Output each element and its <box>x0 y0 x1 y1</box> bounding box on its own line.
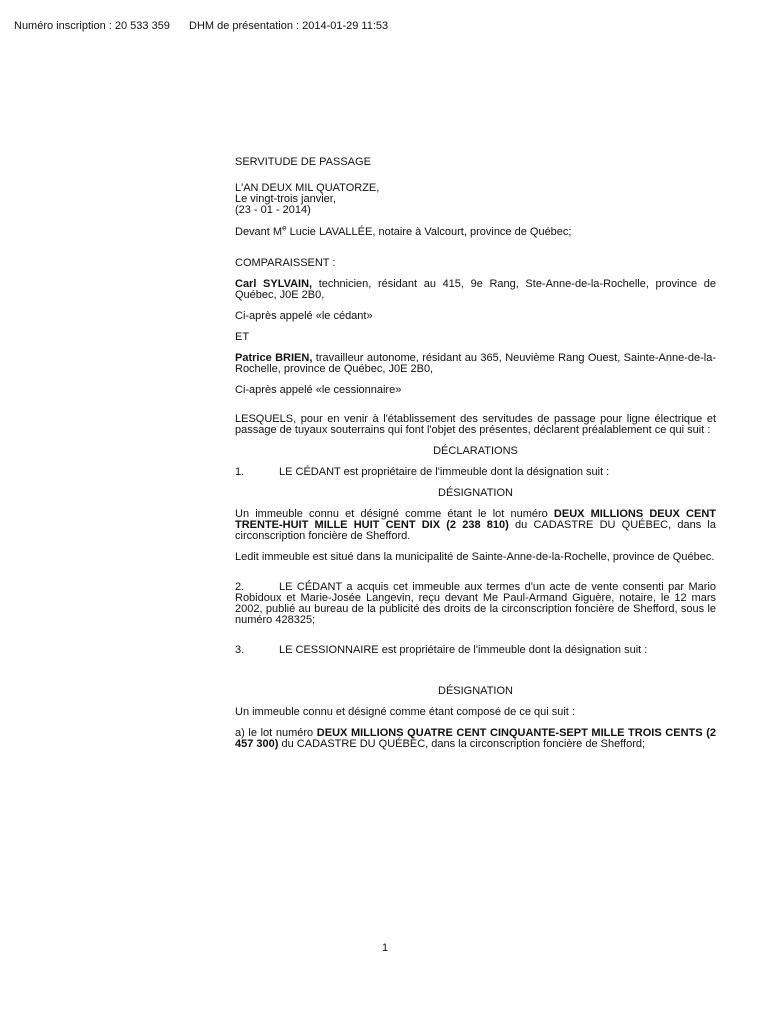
designation-heading-1: DÉSIGNATION <box>438 487 513 499</box>
section-3-text: LE CESSIONNAIRE est propriétaire de l'immeuble dont la désignation suit : <box>279 644 648 656</box>
property-2-lot: DEUX MILLIONS QUATRE CENT CINQUANTE-SEPT MILLE TROIS CENTS (2 457 300) <box>235 727 716 750</box>
presentation-datetime: DHM de présentation : 2014-01-29 11:53 <box>189 20 389 32</box>
declarations-heading: DÉCLARATIONS <box>433 445 518 457</box>
party-2-name: Patrice BRIEN, <box>235 352 313 364</box>
appear-heading: COMPARAISSENT : <box>235 257 336 269</box>
date-line-3: (23 - 01 - 2014) <box>235 204 311 216</box>
registration-number: Numéro inscription : 20 533 359 <box>14 20 170 32</box>
property-1-lot: DEUX MILLIONS DEUX CENT TRENTE-HUIT MILLE HUIT CENT DIX (2 238 810) <box>235 508 716 531</box>
party-1 <box>235 279 716 301</box>
section-1-number: 1. <box>235 466 245 478</box>
party-2 <box>235 353 716 375</box>
property-2-lot-a <box>235 728 716 750</box>
whereas-paragraph: LESQUELS, pour en venir à l'établissement des servitudes de passage pour ligne électrique et passage de tuyaux souterrains qui font l'objet des présentes, déclarent préalablement ce qui suit : <box>235 413 716 436</box>
notary-prefix: Devant M <box>235 226 283 238</box>
deed-body <box>235 157 716 750</box>
party-1-designation: Ci-après appelé «le cédant» <box>235 310 373 322</box>
section-1 <box>235 467 716 478</box>
property-1-prefix: Un immeuble connu et désigné comme étant le lot numéro <box>235 508 554 520</box>
property-1-location: Ledit immeuble est situé dans la municipalité de Sainte-Anne-de-la-Rochelle, province de Québec. <box>235 551 715 563</box>
section-3 <box>235 645 716 656</box>
property-2-prefix: a) le lot numéro <box>235 727 317 739</box>
page-number: 1 <box>381 942 389 954</box>
property-2-intro: Un immeuble connu et désigné comme étant composé de ce qui suit : <box>235 706 575 718</box>
notary-text: Lucie LAVALLÉE, notaire à Valcourt, province de Québec; <box>286 226 572 238</box>
property-1-description <box>235 509 716 542</box>
section-2-text: LE CÉDANT a acquis cet immeuble aux termes d'un acte de vente consenti par Mario Robidoux et Marie-Josée Langevin, reçu devant Me Paul-Armand Giguère, notaire, le 12 mars 2002, publié au bureau de la publicité des droits de la circonscription foncière de Shefford, sous le numéro 428325; <box>235 581 716 626</box>
registration-header <box>14 20 404 32</box>
party-1-text: technicien, résidant au 415, 9e Rang, Ste-Anne-de-la-Rochelle, province de Québec, J0E 2B0, <box>235 278 716 301</box>
notary-line <box>235 223 716 238</box>
property-1-suffix: du CADASTRE DU QUÉBEC, dans la circonscription foncière de Shefford. <box>235 519 716 542</box>
deed-title: SERVITUDE DE PASSAGE <box>235 156 371 168</box>
party-1-name: Carl SYLVAIN, <box>235 278 313 290</box>
designation-heading-2: DÉSIGNATION <box>438 685 513 697</box>
section-3-number: 3. <box>235 644 245 656</box>
deed-date <box>235 183 716 216</box>
section-1-text: LE CÉDANT est propriétaire de l'immeuble dont la désignation suit : <box>279 466 610 478</box>
section-2 <box>235 582 716 626</box>
date-line-2: Le vingt-trois janvier, <box>235 193 336 205</box>
property-2-suffix: du CADASTRE DU QUÉBEC, dans la circonscription foncière de Shefford; <box>278 738 646 750</box>
and-separator: ET <box>235 331 250 343</box>
date-line-1: L'AN DEUX MIL QUATORZE, <box>235 182 380 194</box>
party-2-text: travailleur autonome, résidant au 365, Neuvième Rang Ouest, Sainte-Anne-de-la-Rochelle, province de Québec, J0E 2B0, <box>235 352 716 375</box>
section-2-number: 2. <box>235 581 245 593</box>
notary-superscript: e <box>282 223 287 233</box>
party-2-designation: Ci-après appelé «le cessionnaire» <box>235 384 402 396</box>
